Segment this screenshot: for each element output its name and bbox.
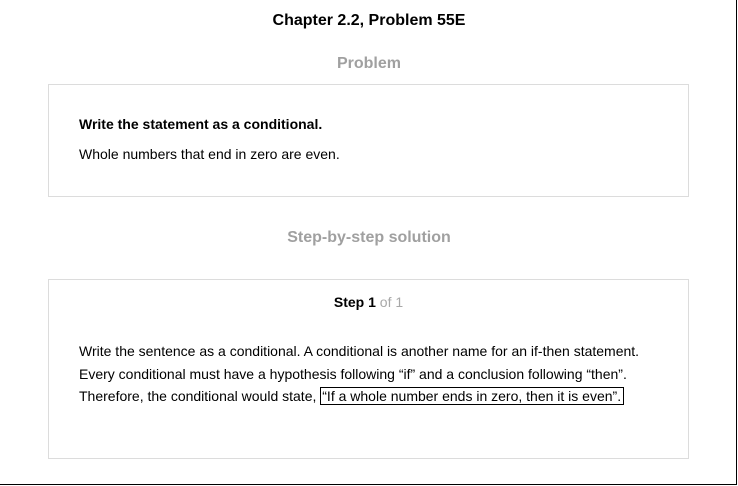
solution-card bbox=[48, 279, 689, 459]
solution-heading: Step-by-step solution bbox=[287, 229, 451, 246]
solution-line-2: Every conditional must have a hypothesis following “if” and a conclusion following “then”. bbox=[79, 365, 627, 382]
page-title: Chapter 2.2, Problem 55E bbox=[272, 12, 466, 29]
problem-instruction: Write the statement as a conditional. bbox=[79, 116, 323, 132]
problem-card bbox=[48, 84, 689, 197]
step-total: of 1 bbox=[379, 294, 404, 310]
step-number: 1 bbox=[368, 294, 376, 310]
solution-line-3 bbox=[79, 385, 669, 408]
step-header bbox=[49, 294, 688, 310]
solution-line-1: Write the sentence as a conditional. A conditional is another name for an if-then statement. bbox=[79, 343, 640, 359]
solution-text bbox=[79, 340, 669, 408]
solution-line-3-prefix: Therefore, the conditional would state, bbox=[79, 388, 317, 404]
problem-heading: Problem bbox=[336, 55, 401, 72]
conditional-answer-box: “If a whole number ends in zero, then it is even”. bbox=[320, 387, 624, 405]
step-label: Step bbox=[333, 294, 365, 310]
problem-statement: Whole numbers that end in zero are even. bbox=[79, 146, 340, 162]
